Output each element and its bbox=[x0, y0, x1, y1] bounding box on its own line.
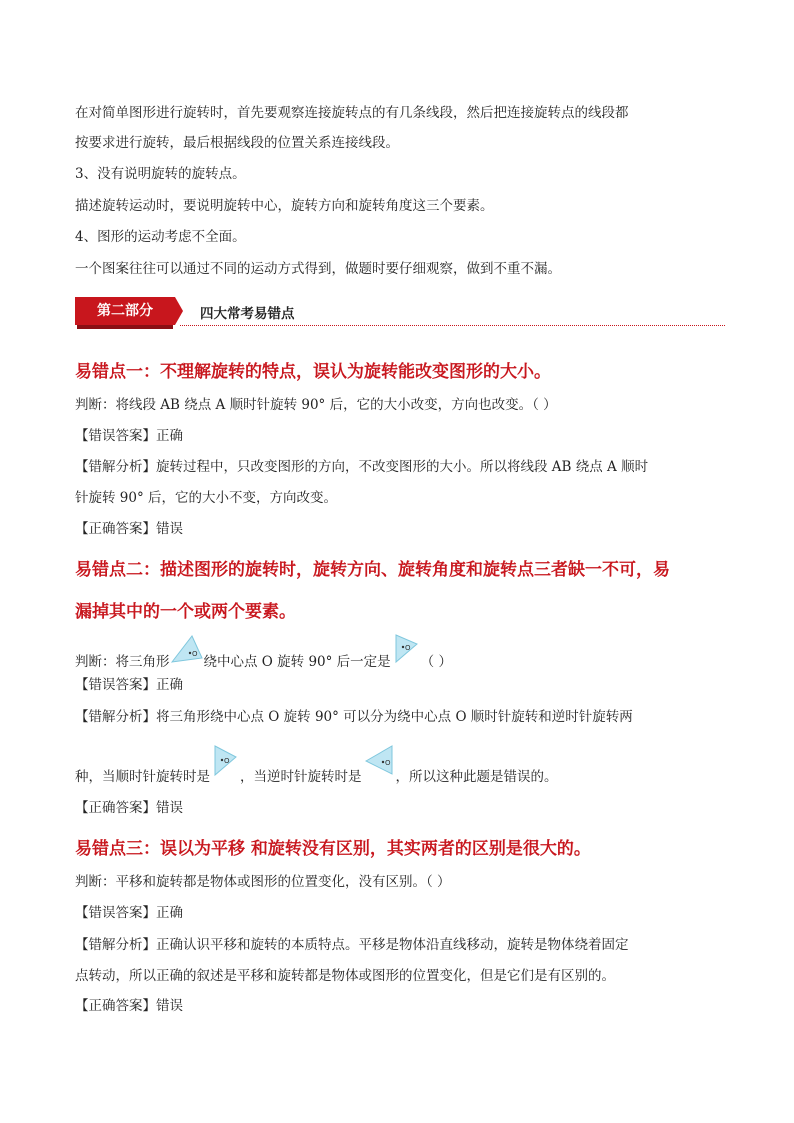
point-3-wrong-answer: 【错误答案】正确 bbox=[75, 905, 183, 921]
point-1-wrong-answer: 【错误答案】正确 bbox=[75, 428, 183, 444]
triangle-rotated-icon bbox=[393, 632, 421, 664]
point-3-heading: 易错点三：误以为平移 和旋转没有区别，其实两者的区别是很大的。 bbox=[75, 839, 591, 859]
triangle-counterclockwise-figure bbox=[362, 759, 396, 781]
point-1-analysis-line-1: 【错解分析】旋转过程中，只改变图形的方向，不改变图形的大小。所以将线段 AB 绕点 A 顺时 bbox=[75, 459, 649, 475]
analysis-text-b: ，当逆时针旋转时是 bbox=[240, 769, 362, 785]
intro-line-2: 按要求进行旋转，最后根据线段的位置关系连接线段。 bbox=[75, 135, 399, 151]
intro-line-6: 一个图案往往可以通过不同的运动方式得到，做题时要仔细观察，做到不重不漏。 bbox=[75, 261, 561, 277]
point-3-analysis-line-1: 【错解分析】正确认识平移和旋转的本质特点。平移是物体沿直线移动，旋转是物体绕着固定 bbox=[75, 937, 629, 953]
intro-line-4: 描述旋转运动时，要说明旋转中心，旋转方向和旋转角度这三个要素。 bbox=[75, 198, 494, 214]
section-badge: 第二部分 bbox=[97, 303, 153, 319]
intro-line-5: 4、图形的运动考虑不全面。 bbox=[75, 229, 246, 245]
point-1-analysis-line-2: 针旋转 90° 后，它的大小不变，方向改变。 bbox=[75, 490, 338, 506]
center-o-label: O bbox=[191, 650, 198, 658]
point-2-wrong-answer: 【错误答案】正确 bbox=[75, 677, 183, 693]
point-1-question: 判断：将线段 AB 绕点 A 顺时针旋转 90° 后，它的大小改变，方向也改变。（ ） bbox=[75, 397, 557, 413]
triangle-clockwise-figure bbox=[210, 757, 240, 781]
point-1-heading: 易错点一：不理解旋转的特点，误认为旋转能改变图形的大小。 bbox=[75, 362, 551, 382]
intro-line-3: 3、没有说明旋转的旋转点。 bbox=[75, 166, 246, 182]
intro-line-1: 在对简单图形进行旋转时，首先要观察连接旋转点的有几条线段，然后把连接旋转点的线段都 bbox=[75, 105, 629, 121]
triangle-figure-result bbox=[391, 644, 421, 666]
section-banner bbox=[75, 297, 181, 327]
point-3-analysis-line-2: 点转动，所以正确的叙述是平移和旋转都是物体或图形的位置变化，但是它们是有区别的。 bbox=[75, 968, 615, 984]
triangle-icon bbox=[170, 634, 204, 664]
center-o-label: O bbox=[384, 759, 391, 767]
analysis-text-a: 种，当顺时针旋转时是 bbox=[75, 769, 210, 785]
banner-shadow bbox=[77, 325, 173, 329]
point-3-correct-answer: 【正确答案】错误 bbox=[75, 998, 183, 1014]
triangle-clockwise-icon bbox=[212, 743, 240, 777]
section-title: 四大常考易错点 bbox=[200, 306, 295, 322]
center-o-label: O bbox=[404, 644, 411, 652]
point-2-question bbox=[75, 644, 452, 671]
point-2-heading-line-1: 易错点二：描述图形的旋转时，旋转方向、旋转角度和旋转点三者缺一不可，易 bbox=[75, 560, 670, 580]
section-divider bbox=[180, 325, 725, 326]
question-text-c: （ ） bbox=[420, 654, 452, 670]
point-2-heading-line-2: 漏掉其中的一个或两个要素。 bbox=[75, 602, 296, 622]
point-2-correct-answer: 【正确答案】错误 bbox=[75, 800, 183, 816]
question-text-b: 绕中心点 O 旋转 90° 后一定是 bbox=[203, 654, 391, 670]
point-2-analysis-line-2 bbox=[75, 757, 558, 786]
point-2-analysis-line-1: 【错解分析】将三角形绕中心点 O 旋转 90° 可以分为绕中心点 O 顺时针旋转和逆时针旋转两 bbox=[75, 709, 633, 725]
center-o-label: O bbox=[224, 757, 230, 765]
question-text-a: 判断：将三角形 bbox=[75, 654, 170, 670]
triangle-counterclockwise-icon bbox=[362, 743, 396, 777]
point-1-correct-answer: 【正确答案】错误 bbox=[75, 521, 183, 537]
analysis-text-c: ，所以这种此题是错误的。 bbox=[395, 769, 558, 785]
point-3-question: 判断：平移和旋转都是物体或图形的位置变化，没有区别。（ ） bbox=[75, 874, 451, 890]
banner-arrow-tip bbox=[175, 297, 183, 325]
triangle-figure-original bbox=[170, 648, 204, 666]
